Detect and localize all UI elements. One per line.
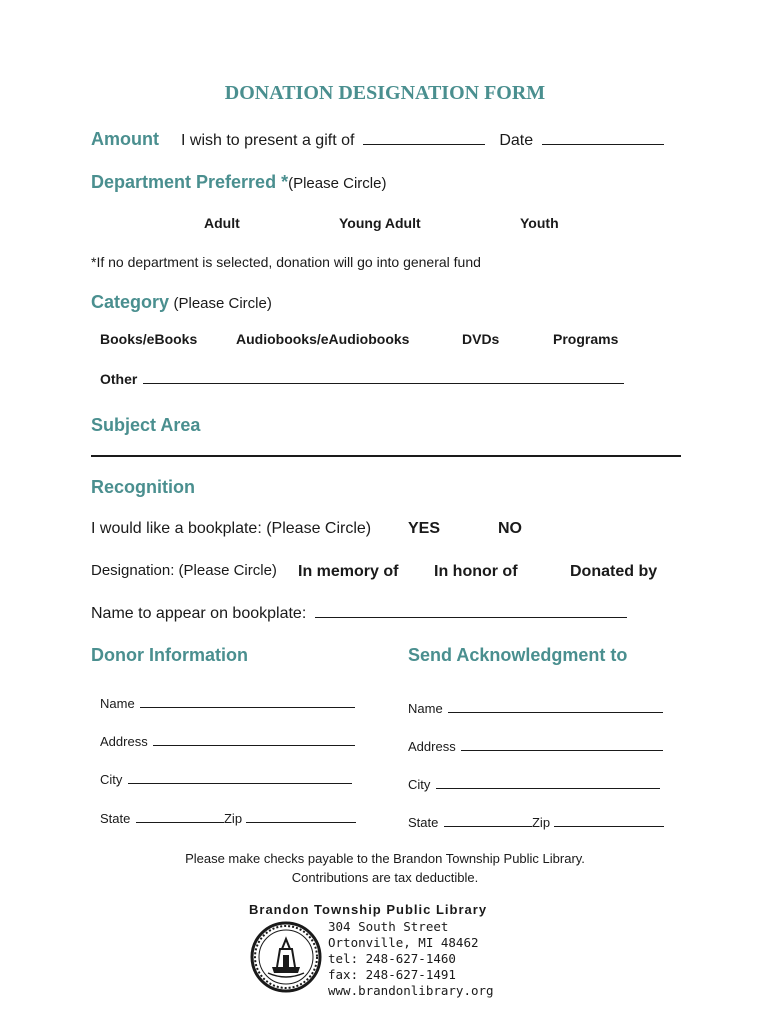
department-label: Department Preferred * <box>91 172 289 192</box>
bookplate-name-field[interactable] <box>91 603 627 623</box>
ack-city-blank[interactable] <box>436 774 660 789</box>
acknowledgment-label: Send Acknowledgment to <box>408 645 628 665</box>
tax-deductible-line: Contributions are tax deductible. <box>291 870 479 885</box>
category-option-audiobooks[interactable]: Audiobooks/eAudiobooks <box>236 331 410 347</box>
category-instruction: (Please Circle) <box>173 295 272 312</box>
ack-name-label: Name <box>408 701 443 716</box>
donor-name-label: Name <box>100 696 135 711</box>
ack-city-field[interactable] <box>408 774 660 792</box>
bookplate-yes-option[interactable]: YES <box>408 520 441 537</box>
department-heading <box>91 172 386 193</box>
date-label: Date <box>499 132 534 149</box>
library-address-block <box>328 919 494 999</box>
donor-state-label: State <box>100 811 131 826</box>
category-option-programs[interactable]: Programs <box>553 331 619 347</box>
donor-address-blank[interactable] <box>153 731 355 746</box>
ack-city-label: City <box>408 777 431 792</box>
library-fax: fax: 248-627-1491 <box>328 967 456 982</box>
donor-address-field[interactable] <box>100 731 355 749</box>
other-blank[interactable] <box>143 369 624 384</box>
ack-zip-label: Zip <box>531 815 551 830</box>
ack-state-blank[interactable] <box>444 812 532 827</box>
recognition-label: Recognition <box>91 477 195 497</box>
form-title: DONATION DESIGNATION FORM <box>224 82 546 104</box>
library-city-state: Ortonville, MI 48462 <box>328 935 479 950</box>
checks-payable-line: Please make checks payable to the Brandon Township Public Library. <box>185 851 585 866</box>
department-instruction: (Please Circle) <box>288 175 387 192</box>
category-option-books[interactable]: Books/eBooks <box>100 331 198 347</box>
donor-zip-label: Zip <box>223 811 243 826</box>
department-option-youth[interactable]: Youth <box>520 215 559 231</box>
library-phone: tel: 248-627-1460 <box>328 951 456 966</box>
bookplate-no-option[interactable]: NO <box>498 520 522 537</box>
donor-address-label: Address <box>100 734 148 749</box>
library-website-link[interactable]: www.brandonlibrary.org <box>328 983 494 998</box>
donor-state-blank[interactable] <box>136 808 224 823</box>
subject-area-label: Subject Area <box>91 415 201 435</box>
other-label: Other <box>100 371 138 387</box>
ack-name-field[interactable] <box>408 698 663 716</box>
gift-text: I wish to present a gift of <box>181 132 355 149</box>
ack-address-label: Address <box>408 739 456 754</box>
category-option-dvds[interactable]: DVDs <box>462 331 500 347</box>
donor-name-field[interactable] <box>100 693 355 711</box>
designation-in-honor-of[interactable]: In honor of <box>434 563 518 580</box>
library-name: Brandon Township Public Library <box>249 902 488 917</box>
date-blank[interactable] <box>542 130 664 145</box>
donor-city-field[interactable] <box>100 769 352 787</box>
donor-city-label: City <box>100 772 123 787</box>
ack-state-zip-field[interactable] <box>408 812 664 830</box>
department-option-young-adult[interactable]: Young Adult <box>339 215 421 231</box>
gift-amount-blank[interactable] <box>363 130 485 145</box>
designation-donated-by[interactable]: Donated by <box>570 563 658 580</box>
donor-zip-blank[interactable] <box>246 808 356 823</box>
gift-amount-field[interactable] <box>181 130 664 150</box>
bookplate-text: I would like a bookplate: (Please Circle) <box>91 520 372 537</box>
donor-state-zip-field[interactable] <box>100 808 356 826</box>
category-heading <box>91 292 272 313</box>
subject-area-line[interactable] <box>91 455 681 457</box>
ack-zip-blank[interactable] <box>554 812 664 827</box>
ack-state-label: State <box>408 815 439 830</box>
donor-name-blank[interactable] <box>140 693 355 708</box>
designation-in-memory-of[interactable]: In memory of <box>298 563 399 580</box>
donor-info-label: Donor Information <box>91 645 248 665</box>
ack-name-blank[interactable] <box>448 698 663 713</box>
category-label: Category <box>91 292 170 312</box>
department-option-adult[interactable]: Adult <box>204 215 240 231</box>
ack-address-field[interactable] <box>408 736 663 754</box>
ack-address-blank[interactable] <box>461 736 663 751</box>
department-note: *If no department is selected, donation will go into general fund <box>91 254 481 270</box>
category-other-field[interactable] <box>100 369 624 387</box>
bookplate-name-blank[interactable] <box>315 603 627 618</box>
library-logo-icon <box>250 921 322 993</box>
designation-text: Designation: (Please Circle) <box>91 562 277 579</box>
donor-city-blank[interactable] <box>128 769 352 784</box>
library-street: 304 South Street <box>328 919 449 934</box>
bookplate-name-label: Name to appear on bookplate: <box>91 605 307 622</box>
amount-label: Amount <box>91 129 159 149</box>
